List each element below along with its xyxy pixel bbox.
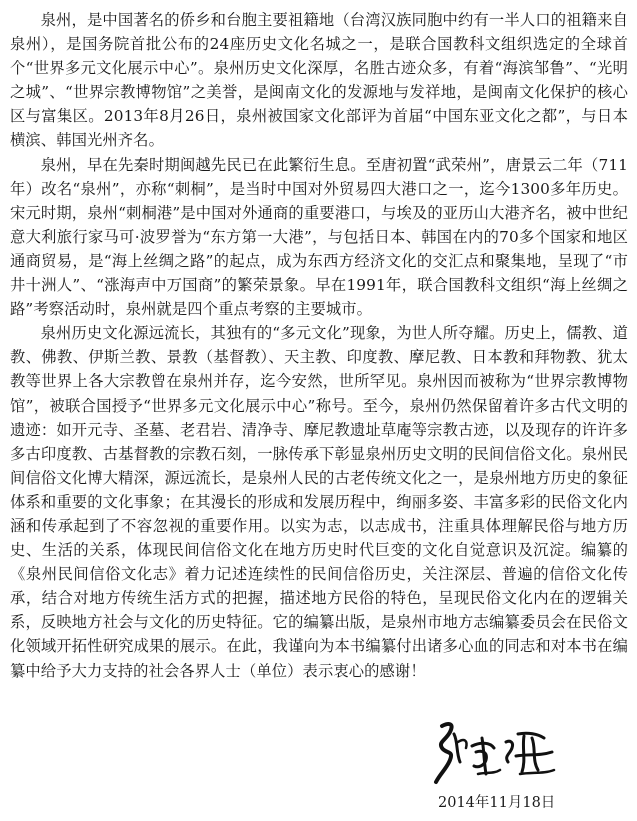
- paragraph-3: 泉州历史文化源远流长，其独有的“多元文化”现象，为世人所夺耀。历史上，儒教、道教、佛教、伊斯兰教、景教（基督教）、天主教、印度教、摩尼教、日本教和拜物教、犹太教等世界上各大宗教曾在泉州并存，迄今安然，世所罕见。泉州因而被称为“世界宗教博物馆”，被联合国授予“世界多元文化展示中心”称号。至今，泉州仍然保留着许多古代文明的遗迹：如开元寺、圣墓、老君岩、清净寺、摩尼教遗址草庵等宗教古迹，以及现存的许许多多古印度教、古基督教的宗教石刻，一脉传承下彰显泉州历史文明的民间信俗文化。泉州民间信俗文化博大精深，源远流长，是泉州人民的古老传统文化之一，是泉州地方历史的象征体系和重要的文化事象；在其漫长的形成和发展历程中，绚丽多姿、丰富多彩的民俗文化内涵和传承起到了不容忽视的重要作用。以实为志，以志成书，注重具体理解民俗与地方历史、生活的关系，体现民间信俗文化在地方历史时代巨变的文化自觉意识及沉淀。编纂的《泉州民间信俗文化志》着力记述连续性的民间信俗历史，关注深层、普遍的信俗文化传承，结合对地方传统生活方式的把握，描述地方民俗的特色，呈现民俗文化内在的逻辑关系，反映地方社会与文化的历史特征。它的编纂出版，是泉州市地方志编纂委员会在民俗文化领域开拓性研究成果的展示。在此，我谨向为本书编纂付出诸多心血的同志和对本书在编纂中给予大力支持的社会各界人士（单位）表示衷心的感谢！: [10, 324, 628, 680]
- signature-drawing: [420, 712, 560, 792]
- paragraph-2: 泉州，早在先秦时期闽越先民已在此繁衍生息。至唐初置“武荣州”，唐景云二年（711年）改名“泉州”，亦称“刺桐”，是当时中国对外贸易四大港口之一，迄今1300多年历史。宋元时期，泉州“刺桐港”是中国对外通商的重要港口，与埃及的亚历山大港齐名，被中世纪意大利旅行家马可·波罗誉为“东方第一大港”，与包括日本、韩国在内的70多个国家和地区通商贸易，是“海上丝绸之路”的起点，成为东西方经济文化的交汇点和聚集地，呈现了“市井十洲人”、“涨海声中万国商”的繁荣景象。早在1991年，联合国教科文组织“海上丝绸之路”考察活动时，泉州就是四个重点考察的主要城市。: [10, 155, 628, 319]
- document-body: [10, 8, 628, 683]
- signature-date: 2014年11月18日: [438, 795, 556, 811]
- paragraph-1: 泉州，是中国著名的侨乡和台胞主要祖籍地（台湾汉族同胞中约有一半人口的祖籍来自泉州），是国务院首批公布的24座历史文化名城之一，是联合国教科文组织选定的全球首个“世界多元文化展示中心”。泉州历史文化深厚，名胜古迹众多，有着“海滨邹鲁”、“光明之城”、“世界宗教博物馆”之美誉，是闽南文化的发源地与发祥地，是闽南文化保护的核心区与富集区。2013年8月26日，泉州被国家文化部评为首届“中国东亚文化之都”，与日本横滨、韩国光州齐名。: [10, 11, 628, 150]
- handwritten-signature: [420, 712, 560, 792]
